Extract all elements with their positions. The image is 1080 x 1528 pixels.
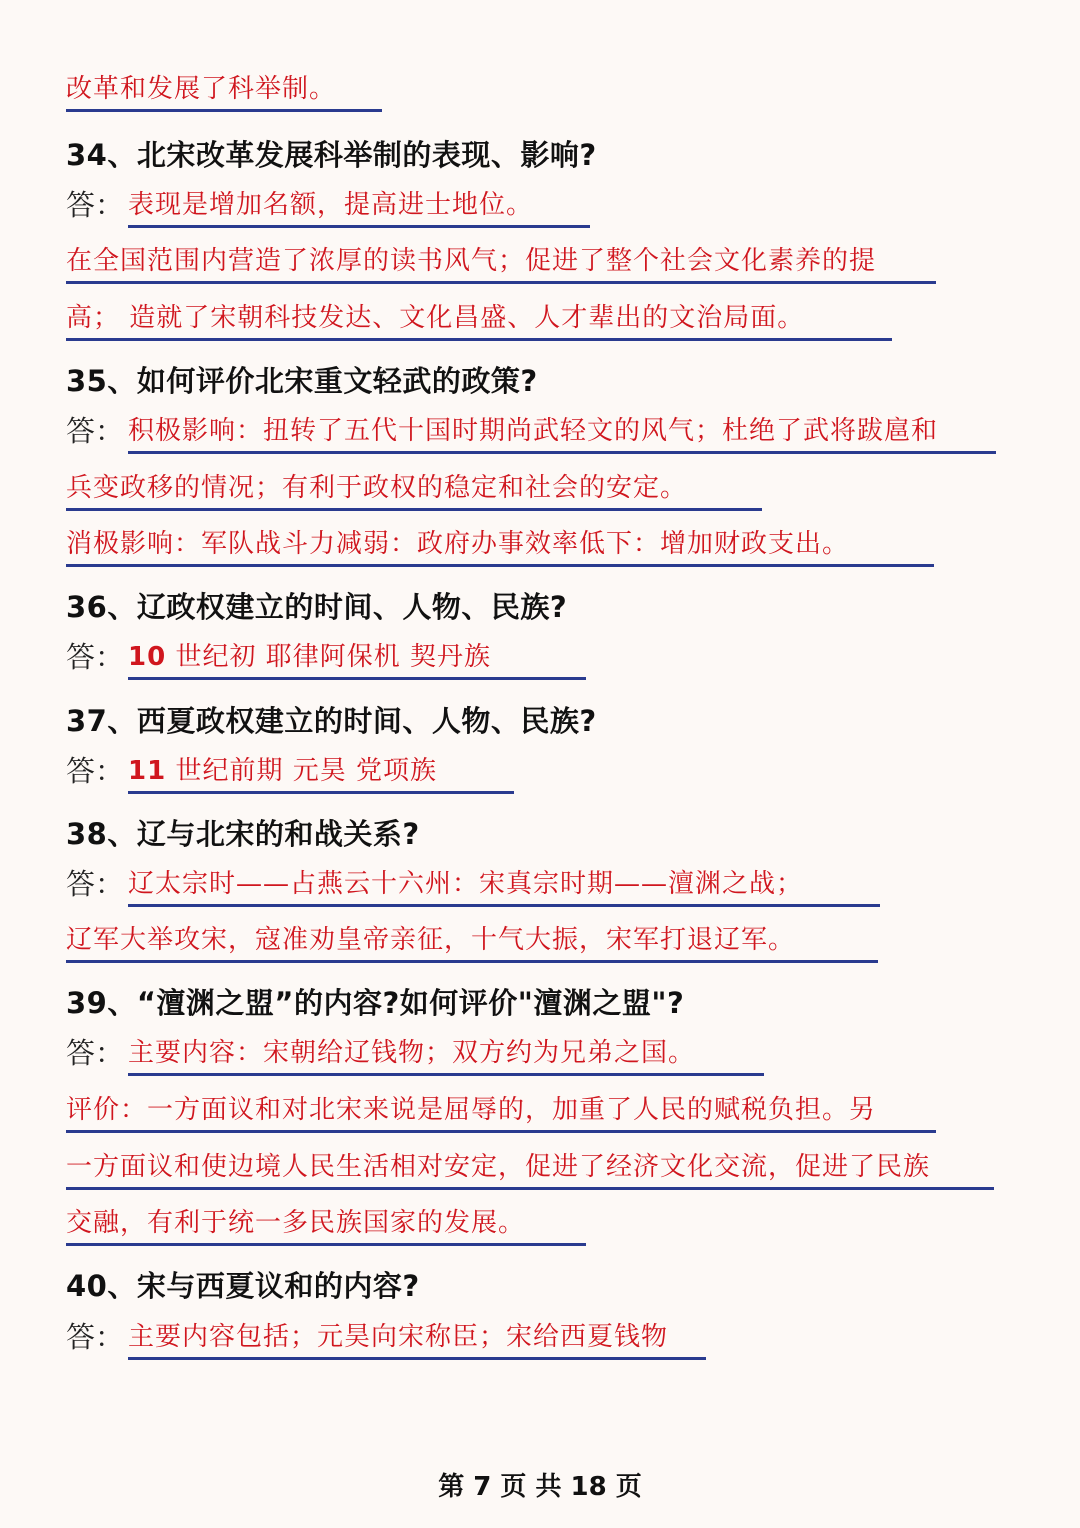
answer-label: 答： <box>66 754 125 788</box>
answer-text: 一方面议和使边境人民生活相对安定，促进了经济文化交流，促进了民族 <box>66 1146 994 1190</box>
question-text: 35、如何评价北宋重文轻武的政策? <box>66 364 538 398</box>
question-text: 39、“澶渊之盟”的内容?如何评价"澶渊之盟"? <box>66 986 685 1020</box>
answer-text: 表现是增加名额，提高进士地位。 <box>128 184 590 228</box>
answer-label: 答： <box>66 867 125 901</box>
answer-label: 答： <box>66 188 125 222</box>
answer-label: 答： <box>66 1036 125 1070</box>
page-number: 第 7 页 共 18 页 <box>438 1472 642 1502</box>
answer-text: 消极影响：军队战斗力减弱：政府办事效率低下：增加财政支出。 <box>66 523 934 567</box>
question-36 <box>66 570 567 626</box>
answer-label: 答： <box>66 1320 125 1354</box>
answer-text: 兵变政移的情况；有利于政权的稳定和社会的安定。 <box>66 467 762 511</box>
question-35 <box>66 344 538 400</box>
answer-text: 主要内容：宋朝给辽钱物；双方约为兄弟之国。 <box>128 1032 764 1076</box>
answer-line <box>66 172 590 228</box>
answer-text: 评价：一方面议和对北宋来说是屈辱的，加重了人民的赋税负担。另 <box>66 1089 936 1133</box>
answer-line <box>66 1020 764 1076</box>
answer-line <box>66 228 936 284</box>
answer-text: 积极影响：扭转了五代十国时期尚武轻文的风气；杜绝了武将跋扈和 <box>128 410 996 454</box>
answer-text: 高； 造就了宋朝科技发达、文化昌盛、人才辈出的文治局面。 <box>66 297 892 341</box>
question-text: 34、北宋改革发展科举制的表现、影响? <box>66 138 597 172</box>
answer-line <box>66 851 880 907</box>
answer-text: 交融，有利于统一多民族国家的发展。 <box>66 1202 586 1246</box>
answer-text: 主要内容包括；元昊向宋称臣；宋给西夏钱物 <box>128 1316 706 1360</box>
question-text: 37、西夏政权建立的时间、人物、民族? <box>66 704 597 738</box>
answer-text: 在全国范围内营造了浓厚的读书风气；促进了整个社会文化素养的提 <box>66 240 936 284</box>
question-37 <box>66 684 597 740</box>
answer-label: 答： <box>66 414 125 448</box>
answer-line <box>66 285 892 341</box>
answer-line <box>66 398 996 454</box>
answer-label: 答： <box>66 640 125 674</box>
answer-line <box>66 907 878 963</box>
question-text: 40、宋与西夏议和的内容? <box>66 1269 420 1303</box>
answer-line <box>66 455 762 511</box>
answer-line <box>66 511 934 567</box>
answer-text: 改革和发展了科举制。 <box>66 68 382 112</box>
answer-rest: 世纪前期 元昊 党项族 <box>166 756 437 786</box>
question-text: 38、辽与北宋的和战关系? <box>66 817 420 851</box>
answer-text <box>128 636 586 680</box>
answer-line <box>66 1134 994 1190</box>
answer-rest: 世纪初 耶律阿保机 契丹族 <box>166 642 491 672</box>
question-text: 36、辽政权建立的时间、人物、民族? <box>66 590 568 624</box>
question-39 <box>66 966 684 1022</box>
answer-line <box>66 1077 936 1133</box>
century-number: 11 <box>128 756 167 786</box>
answer-text <box>128 750 514 794</box>
answer-line <box>66 56 382 112</box>
question-40 <box>66 1249 420 1305</box>
century-number: 10 <box>128 642 167 672</box>
answer-line <box>66 1190 586 1246</box>
answer-line <box>66 738 514 794</box>
answer-line <box>66 624 586 680</box>
answer-text: 辽军大举攻宋，寇准劝皇帝亲征，十气大振，宋军打退辽军。 <box>66 919 878 963</box>
answer-line <box>66 1304 706 1360</box>
question-38 <box>66 797 420 853</box>
question-34 <box>66 118 597 174</box>
answer-text: 辽太宗时——占燕云十六州：宋真宗时期——澶渊之战； <box>128 863 880 907</box>
